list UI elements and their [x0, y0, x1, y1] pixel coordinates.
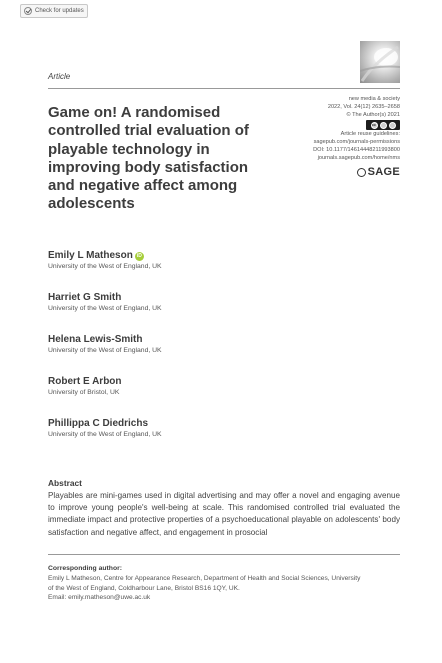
corresponding-author-heading: Corresponding author:	[48, 565, 123, 572]
publisher-name: SAGE	[367, 165, 400, 178]
author-block	[48, 376, 122, 397]
publisher-logo	[230, 167, 400, 178]
author-name: Harriet G Smith	[48, 292, 122, 303]
journal-meta	[230, 96, 400, 178]
author-affiliation: University of Bristol, UK	[48, 389, 120, 396]
article-type-label: Article	[48, 72, 71, 81]
corresponding-address-line: Emily L Matheson, Centre for Appearance Research, Department of Health and Social Sciences, University	[48, 575, 361, 582]
sage-logo-icon	[357, 168, 366, 177]
author-affiliation: University of the West of England, UK	[48, 305, 162, 312]
check-icon	[24, 7, 32, 15]
article-title: Game on! A randomised controlled trial evaluation of playable technology in improving body satisfaction and negative affect among adolescents	[48, 104, 249, 213]
corresponding-email[interactable]: Email: emily.matheson@uwe.ac.uk	[48, 594, 151, 601]
corresponding-author-details	[48, 574, 400, 603]
cc-nc-icon	[389, 122, 396, 129]
author-affiliation: University of the West of England, UK	[48, 263, 162, 270]
footnote-divider	[48, 554, 400, 555]
check-for-updates-badge[interactable]	[20, 4, 88, 18]
journal-volume: 2022, Vol. 24(12) 2635–2658	[327, 103, 400, 110]
author-name: Phillippa C Diedrichs	[48, 418, 149, 429]
author-name: Emily L Matheson	[48, 250, 133, 261]
journal-home-link[interactable]: journals.sagepub.com/home/nms	[317, 154, 400, 161]
creative-commons-icon[interactable]: cc	[366, 120, 400, 130]
author-affiliation: University of the West of England, UK	[48, 347, 162, 354]
permissions-link[interactable]: sagepub.com/journals-permissions	[313, 139, 400, 146]
check-for-updates-label: Check for updates	[35, 8, 84, 14]
doi-line[interactable]: DOI: 10.1177/14614448211993800	[313, 146, 400, 153]
corresponding-address-line: of the West of England, Coldharbour Lane, Bristol BS16 1QY, UK.	[48, 584, 240, 592]
author-block	[48, 418, 162, 439]
copyright-line: © The Author(s) 2021	[346, 111, 400, 118]
author-block	[48, 292, 162, 313]
author-name: Helena Lewis-Smith	[48, 334, 143, 345]
author-block	[48, 334, 162, 355]
header-divider	[48, 88, 400, 89]
author-block	[48, 250, 162, 271]
orcid-icon[interactable]: iD	[136, 252, 142, 259]
journal-cover-image	[360, 41, 400, 83]
journal-name: new media & society	[348, 96, 400, 102]
cc-by-icon	[380, 122, 387, 129]
abstract-heading: Abstract	[48, 478, 82, 488]
author-affiliation: University of the West of England, UK	[48, 431, 162, 438]
author-name: Robert E Arbon	[48, 376, 122, 387]
abstract-text: Playables are mini-games used in digital advertising and may offer a novel and engaging avenue to improve young people's well-being at scale. This randomised controlled trial evaluated the immediate impact and protective properties of a psychoeducational playable on adolescents' body satisfaction and negative affect, and engagement in prosocial	[48, 491, 400, 537]
reuse-guidelines-label: Article reuse guidelines:	[340, 131, 400, 138]
